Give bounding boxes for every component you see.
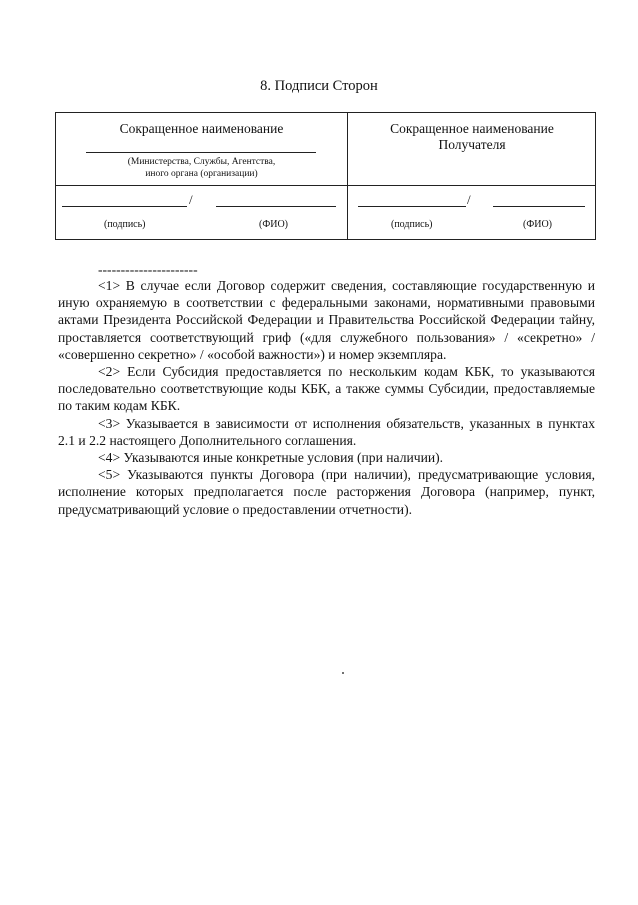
right-party-heading-line1: Сокращенное наименование [390, 121, 554, 136]
footnotes [58, 262, 595, 518]
left-signature-line [62, 206, 187, 207]
section-title: 8. Подписи Сторон [260, 78, 378, 94]
right-name-label: (ФИО) [523, 219, 553, 230]
left-party-name-line [86, 152, 316, 153]
scan-speck [342, 672, 344, 674]
footnote-5: <5> Указываются пункты Договора (при наличии), предусматривающие условия, исполнение которых предполагается после расторжения Договора (например, пункт, предусматривающий условие о предоставлении отчетности). [58, 467, 595, 517]
footnote-4: <4> Указываются иные конкретные условия (при наличии). [98, 450, 444, 466]
footnote-separator: ---------------------- [98, 262, 198, 277]
right-signature-line [358, 206, 466, 207]
left-party-note-line2: иного органа (организации) [145, 169, 258, 179]
left-party-cell [56, 113, 347, 185]
right-signature-label: (подпись) [391, 219, 433, 230]
right-signature-slash: / [467, 192, 471, 207]
footnote-3: <3> Указывается в зависимости от исполнения обязательств, указанных в пунктах 2.1 и 2.2 настоящего Дополнительного соглашения. [58, 415, 595, 448]
footnote-1: <1> В случае если Договор содержит сведения, составляющие государственную и иную охраняемую в соответствии с федеральными законами, нормативными правовыми актами Президента Российской Федерации и Правительства Российской Федерации тайну, проставляется соответствующий гриф («для служебного пользования» / «секретно» / «совершенно секретно» / «особой важности») и номер экземпляра. [58, 278, 595, 362]
left-name-label: (ФИО) [259, 219, 289, 230]
signatures-table [55, 112, 596, 240]
left-signature-slash: / [189, 192, 193, 207]
left-party-heading: Сокращенное наименование [119, 121, 284, 136]
left-name-line [216, 206, 336, 207]
right-name-line [493, 206, 585, 207]
right-party-heading-line2: Получателя [438, 137, 506, 152]
right-party-cell [348, 113, 596, 185]
table-divider-horizontal [56, 185, 595, 186]
footnote-2: <2> Если Субсидия предоставляется по нескольким кодам КБК, то указываются последовательно соответствующие коды КБК, а также суммы Субсидии, предоставляемые по таким кодам КБК. [58, 364, 595, 414]
left-signature-label: (подпись) [104, 219, 146, 230]
left-party-note-line1: (Министерства, Службы, Агентства, [127, 157, 276, 167]
